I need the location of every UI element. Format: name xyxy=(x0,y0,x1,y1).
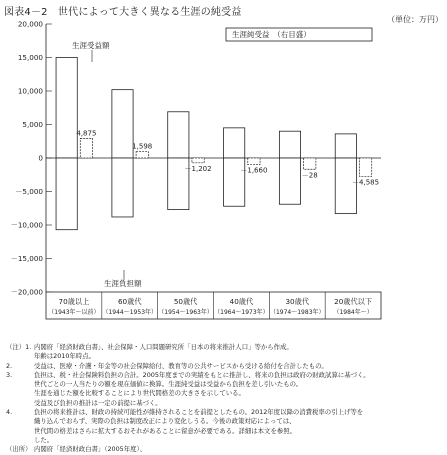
category-years: （1974～1983年） xyxy=(269,309,325,316)
category-label: 40歳代 xyxy=(229,297,254,306)
note-item xyxy=(6,343,442,352)
net-benefit-label: 4,875 xyxy=(76,129,97,138)
note-label: 3. xyxy=(6,370,13,379)
note-continuation: 年齢は2010年時点。 xyxy=(34,352,95,361)
note-label: 2. xyxy=(6,361,13,370)
benefit-bar xyxy=(279,131,300,158)
note-text: 内閣府「経済財政白書」、社会保障・人口問題研究所「日本の将来推計人口」等から作成。 xyxy=(34,343,293,351)
note-text: 内閣府「経済財政白書」（2005年度）、 xyxy=(34,445,147,454)
benefit-bar xyxy=(168,112,189,158)
note-text: 受益は、医療・介護・年金等の社会保障給付、教育等の公共サービスから受ける給付を合計したもの。 xyxy=(34,361,328,370)
burden-bar xyxy=(224,158,245,206)
net-benefit-label: －1,202 xyxy=(184,164,212,173)
net-benefit-bar xyxy=(80,138,92,158)
note-item xyxy=(6,362,442,371)
note-continuation: 世代ごとの一人当たりの額を現在価値に換算。生涯純受益は受益から負担を差し引いたもの。 xyxy=(34,380,303,389)
net-benefit-label: －4,585 xyxy=(352,178,380,187)
note-continuation: 世代間の格差はさらに拡大するおそれがあることに留意が必要である。詳細は本文を参照。 xyxy=(34,426,297,435)
category-label: 30歳代 xyxy=(285,297,310,306)
note-continuation: した。 xyxy=(34,435,54,444)
net-benefit-label: －28 xyxy=(301,171,318,180)
net-benefit-label: 1,598 xyxy=(132,142,153,151)
legend-title: 生涯純受益 （右目盛） xyxy=(232,30,311,39)
category-years: （1944～1953年） xyxy=(102,309,158,316)
y-tick-label: －15,000 xyxy=(10,254,43,263)
benefit-bar xyxy=(56,58,77,159)
y-tick-label: 10,000 xyxy=(17,86,43,96)
annotation-benefit: 生涯受益額 xyxy=(72,41,110,50)
notes xyxy=(6,343,442,455)
category-years: （1964～1973年） xyxy=(214,309,269,316)
y-tick-label: 15,000 xyxy=(17,53,43,62)
note-continuation: 受益及び負担の推計は一定の前提に基づく。 xyxy=(34,398,162,407)
net-benefit-bar xyxy=(248,158,260,165)
burden-bar xyxy=(279,158,300,204)
category-label: 70歳以上 xyxy=(58,297,90,306)
chart-gridlines xyxy=(46,24,381,292)
net-benefit-bar xyxy=(192,158,204,163)
note-item xyxy=(6,408,442,417)
y-tick-label: －10,000 xyxy=(10,220,43,230)
category-years: （1954～1963年） xyxy=(158,309,213,316)
y-tick-label: －5,000 xyxy=(15,187,43,196)
note-label: 4. xyxy=(6,408,13,417)
note-continuation: 織り込んでおらず、実際の負担は制度改正により変化しうる。今後の政策対応によっては、 xyxy=(34,417,296,426)
net-benefit-label: －1,660 xyxy=(240,166,268,175)
net-benefit-bar xyxy=(136,152,148,158)
category-label: 20歳代以下 xyxy=(334,297,373,306)
note-item xyxy=(6,371,442,380)
y-tick-label: 0 xyxy=(38,153,43,163)
burden-bar xyxy=(56,158,77,230)
burden-bar xyxy=(112,158,133,217)
note-continuation: 生涯を通じた額を比較することにより世代間格差の大きさを示している。 xyxy=(34,389,245,398)
net-benefit-bar xyxy=(304,158,316,169)
benefit-bar xyxy=(335,134,356,158)
note-label: （注）1. xyxy=(6,343,32,351)
category-label: 60歳代 xyxy=(117,297,142,306)
category-years: （1984年～） xyxy=(333,309,373,316)
note-label: （出所） xyxy=(6,445,32,454)
category-years: （1943年～以前） xyxy=(48,309,100,316)
figure-unit: （単位：万円） xyxy=(387,15,443,24)
benefit-bar xyxy=(224,128,245,158)
note-text: 負担は、税・社会保険料負担の合計。2005年度までの実績をもとに推計し、将来の負担は政府の財政試算に基づく。 xyxy=(34,370,370,379)
chart-bars xyxy=(56,58,356,230)
figure-title: 図表4－2 世代によって大きく異なる生涯の純受益 xyxy=(4,7,242,18)
note-text: 負担の将来推計は、財政の持続可能性が維持されることを前提としたもの。2012年度以降の消費税率の引上げ等を xyxy=(34,408,364,417)
category-label: 50歳代 xyxy=(173,297,198,306)
benefit-bar xyxy=(112,90,133,158)
y-tick-label: 20,000 xyxy=(17,19,43,29)
net-benefit-bar xyxy=(359,158,371,176)
y-axis-tick-labels xyxy=(11,20,44,297)
y-tick-label: 5,000 xyxy=(22,120,43,129)
y-tick-label: －20,000 xyxy=(10,287,43,297)
annotation-burden: 生涯負担額 xyxy=(104,279,142,288)
